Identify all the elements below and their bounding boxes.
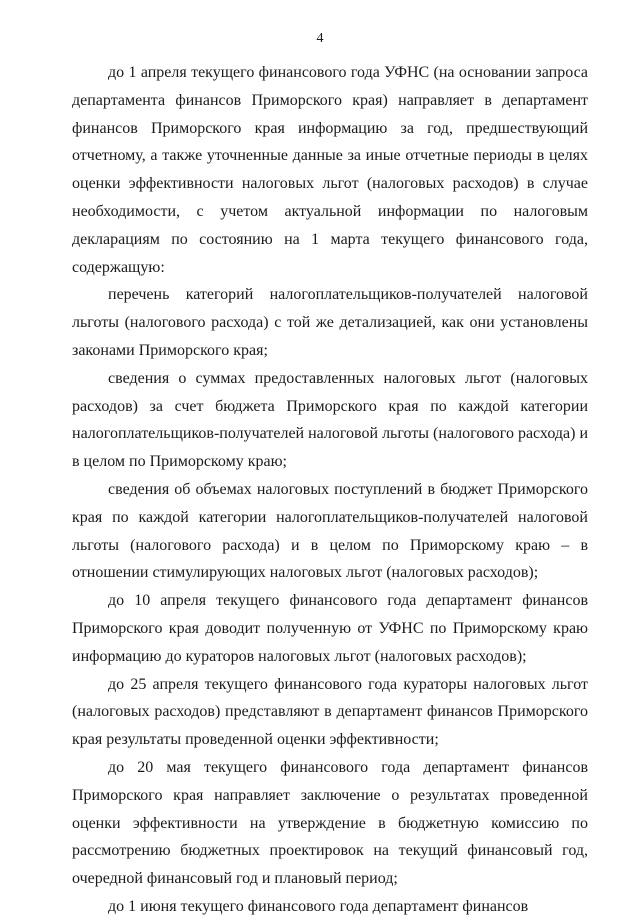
paragraph-april-25: до 25 апреля текущего финансового года кураторы налоговых льгот (налоговых расходов) представляют в департамент финансов Приморского края результаты проведенной оценки эффективности; — [72, 675, 588, 749]
paragraph-taxpayer-categories: перечень категорий налогоплательщиков-получателей налоговой льготы (налогового расхода) с той же детализацией, как они установлены законами Приморского края; — [72, 286, 588, 359]
paragraph-april-10: до 10 апреля текущего финансового года департамент финансов Приморского края доводит полученную от УФНС по Приморскому краю информацию до кураторов налоговых льгот (налоговых расходов); — [72, 592, 588, 665]
document-body — [72, 59, 588, 921]
paragraph-june-1: до 1 июня текущего финансового года департамент финансов — [108, 897, 529, 915]
paragraph-tax-revenues: сведения об объемах налоговых поступлений в бюджет Приморского края по каждой категории налогоплательщиков-получателей налоговой льготы (налогового расхода) и в целом по Приморскому краю – в отношении стимулирующих налоговых льгот (налоговых расходов); — [72, 480, 588, 582]
paragraph-benefit-amounts: сведения о суммах предоставленных налоговых льгот (налоговых расходов) за счет бюджета Приморского края по каждой категории налогоплательщиков-получателей налоговой льготы (налогового расхода) и в целом по Приморскому краю; — [72, 369, 588, 471]
page-number: 4 — [316, 31, 324, 46]
paragraph-may-20: до 20 мая текущего финансового года департамент финансов Приморского края направляет заключение о результатах проведенной оценки эффективности на утверждение в бюджетную комиссию по рассмотрению бюджетных проектировок на текущий финансовый год, очередной финансовый год и плановый период; — [72, 758, 588, 888]
paragraph-ufns-april-1: до 1 апреля текущего финансового года УФНС (на основании запроса департамента финансов Приморского края) направляет в департамент финансов Приморского края информацию за год, предшествующий отчетному, а также уточненные данные за иные отчетные периоды в целях оценки эффективности налоговых льгот (налоговых расходов) в случае необходимости, с учетом актуальной информации по налоговым декларациям по состоянию на 1 марта текущего финансового года, содержащую: — [72, 64, 588, 276]
